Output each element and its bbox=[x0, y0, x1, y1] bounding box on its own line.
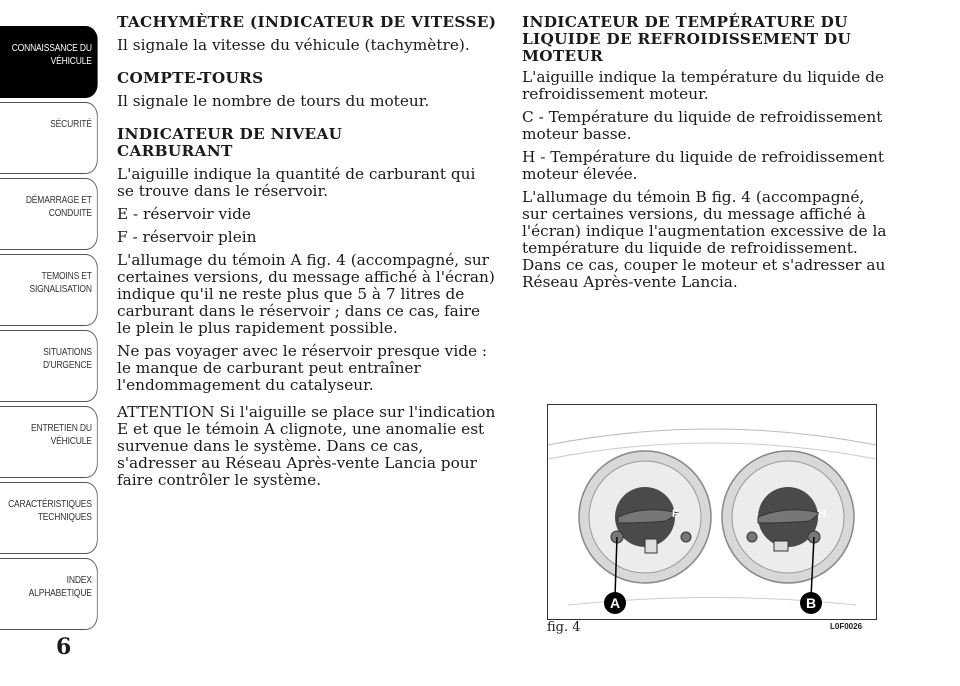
fuel-gauge bbox=[579, 451, 711, 583]
tab-demarrage-et-conduite[interactable] bbox=[0, 178, 98, 250]
tab-label: DÉMARRAGE ET CONDUITE bbox=[25, 195, 92, 219]
temperature-c: C - Température du liquide de refroidissement moteur basse. bbox=[522, 108, 883, 143]
gauge-illustration bbox=[548, 405, 876, 619]
tab-connaissance-du-vehicule[interactable] bbox=[0, 26, 98, 98]
right-column bbox=[522, 14, 892, 291]
temperature-heading-line2: LIQUIDE DE REFROIDISSEMENT DU bbox=[522, 30, 852, 48]
marker-b-label: B bbox=[805, 595, 817, 611]
temperature-h: H - Température du liquide de refroidissement moteur élevée. bbox=[522, 148, 884, 183]
tab-entretien-du-vehicule[interactable] bbox=[0, 406, 98, 478]
coolant-temperature-icon bbox=[774, 541, 788, 551]
compte-tours-text: Il signale le nombre de tours du moteur. bbox=[117, 92, 430, 110]
temperature-heading-line3: MOTEUR bbox=[522, 47, 604, 65]
carburant-heading-line1: INDICATEUR DE NIVEAU bbox=[117, 125, 343, 143]
tab-index-alphabetique[interactable] bbox=[0, 558, 98, 630]
carburant-f: F - réservoir plein bbox=[117, 228, 257, 246]
carburant-heading-line2: CARBURANT bbox=[117, 142, 233, 160]
temperature-paragraph: L'aiguille indique la température du liquide de refroidissement moteur. bbox=[522, 68, 885, 103]
tab-label: TEMOINS ET SIGNALISATION bbox=[29, 271, 92, 295]
tab-temoins-et-signalisation[interactable] bbox=[0, 254, 98, 326]
tab-securite[interactable] bbox=[0, 102, 98, 174]
gauge-letter-h: H bbox=[818, 508, 826, 520]
tab-label: INDEX ALPHABETIQUE bbox=[28, 575, 92, 599]
fuel-pump-icon bbox=[645, 539, 657, 553]
tab-label: CARACTÉRISTIQUES TECHNIQUES bbox=[8, 499, 92, 523]
temperature-heading-line1: INDICATEUR DE TEMPÉRATURE DU bbox=[522, 13, 848, 31]
left-column bbox=[117, 14, 497, 489]
figure-caption: fig. 4 bbox=[547, 620, 581, 635]
tab-situations-d-urgence[interactable] bbox=[0, 330, 98, 402]
attention-note: ATTENTION Si l'aiguille se place sur l'indication E et que le témoin A clignote, une anomalie est survenue dans le système. Dans ce cas, s'adresser au Réseau Après-vente Lancia pour faire contrôler le système. bbox=[117, 403, 496, 489]
carburant-e: E - réservoir vide bbox=[117, 205, 251, 223]
tab-caracteristiques-techniques[interactable] bbox=[0, 482, 98, 554]
tab-label: SÉCURITÉ bbox=[50, 119, 92, 130]
tab-label: SITUATIONS D'URGENCE bbox=[43, 347, 92, 371]
carburant-paragraph: L'aiguille indique la quantité de carburant qui se trouve dans le réservoir. bbox=[117, 165, 476, 200]
page-number: 6 bbox=[56, 634, 72, 660]
tab-label: CONNAISSANCE DU VÉHICULE bbox=[11, 43, 92, 67]
tab-label: ENTRETIEN DU VÉHICULE bbox=[31, 423, 92, 447]
temperature-gauge bbox=[722, 451, 854, 583]
gauge-letter-f: F bbox=[672, 508, 679, 520]
carburant-catalyseur: Ne pas voyager avec le réservoir presque vide : le manque de carburant peut entraîner l'endommagement du catalyseur. bbox=[117, 342, 488, 394]
figure-code: L0F0026 bbox=[830, 622, 863, 631]
gauge-figure bbox=[547, 404, 877, 620]
marker-a-label: A bbox=[609, 595, 621, 611]
carburant-warning: L'allumage du témoin A fig. 4 (accompagné, sur certaines versions, du message affiché à l'écran) indique qu'il ne reste plus que 5 à 7 litres de carburant dans le réservoir ; dans ce cas, faire le plein le plus rapidement possible. bbox=[117, 251, 495, 337]
tachymetre-heading: TACHYMÈTRE (INDICATEUR DE VITESSE) bbox=[117, 13, 497, 31]
tachymetre-text: Il signale la vitesse du véhicule (tachymètre). bbox=[117, 36, 470, 54]
temperature-warning: L'allumage du témoin B fig. 4 (accompagné, sur certaines versions, du message affiché à l'écran) indique l'augmentation excessive de la température du liquide de refroidissement. Dans ce cas, couper le moteur et s'adresser au Réseau Après-vente Lancia. bbox=[522, 188, 887, 291]
compte-tours-heading: COMPTE-TOURS bbox=[117, 69, 264, 87]
